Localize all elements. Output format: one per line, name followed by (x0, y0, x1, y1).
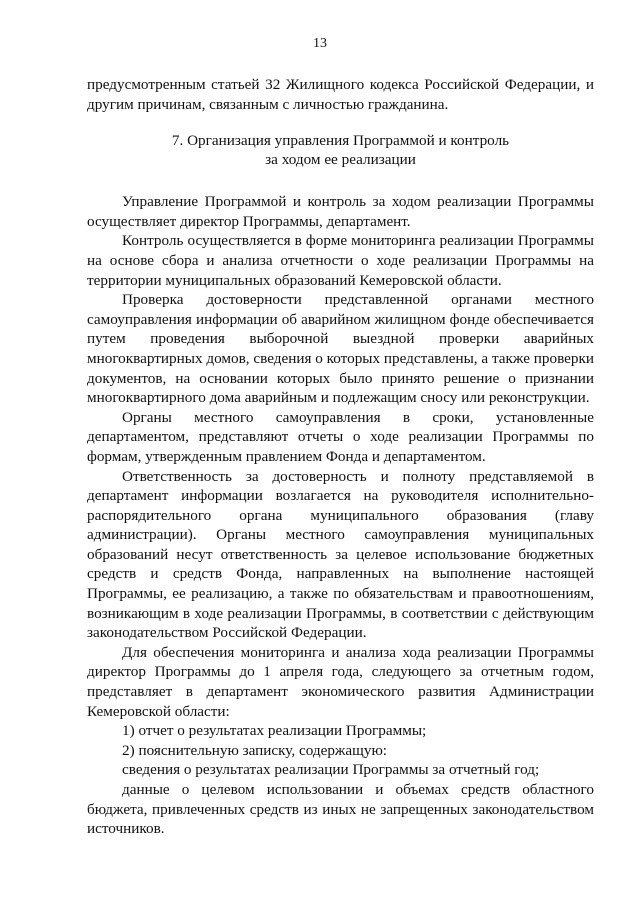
section-heading (87, 131, 594, 169)
page-number: 13 (313, 36, 327, 51)
list-item-report: 1) отчет о результатах реализации Программы; (122, 722, 427, 740)
lead-paragraph: предусмотренным статьей 32 Жилищного кодекса Российской Федерации, и другим причинам, связанным с личностью гражданина. (87, 76, 594, 113)
paragraph-analysis: Для обеспечения мониторинга и анализа хода реализации Программы директор Программы до 1 апреля года, следующего за отчетным годом, представляет в департамент экономического развития Администрации Кемеровской области: (87, 643, 594, 720)
section-heading-line1: 7. Организация управления Программой и контроль (171, 132, 510, 150)
document-body (87, 75, 594, 839)
section-heading-line2: за ходом ее реализации (265, 151, 416, 169)
paragraph-responsibility: Ответственность за достоверность и полноту представляемой в департамент информации возлагается на руководителя исполнительно-распорядительного органа муниципального образования (главу администрации). Органы местного самоуправления муниципальных образований несут ответственность за целевое использование бюджетных средств и средств Фонда, направленных на выполнение настоящей Программы, ее реализацию, а также по обязательствам и правоотношениям, возникающим в ходе реализации Программы, в соответствии с действующим законодательством Российской Федерации. (87, 467, 594, 642)
paragraph-reports: Органы местного самоуправления в сроки, установленные департаментом, представляют отчеты о ходе реализации Программы по формам, утвержденным правлением Фонда и департаментом. (87, 408, 594, 465)
paragraph-monitoring: Контроль осуществляется в форме мониторинга реализации Программы на основе сбора и анализа отчетности о ходе реализации Программы на территории муниципальных образований Кемеровской области. (87, 232, 594, 289)
list-item-budget-data: данные о целевом использовании и объемах средств областного бюджета, привлеченных средств из иных не запрещенных законодательством источников. (87, 781, 594, 838)
paragraph-verification: Проверка достоверности представленной органами местного самоуправления информации об аварийном жилищном фонде обеспечивается путем проведения выборочной выездной проверки аварийных многоквартирных домов, сведения о которых представлены, а также проверки документов, на основании которых было принято решение о признании многоквартирного дома аварийным и подлежащим сносу или реконструкции. (87, 291, 594, 407)
paragraph-management: Управление Программой и контроль за ходом реализации Программы осуществляет директор Программы, департамент. (87, 193, 594, 230)
list-item-explanatory-note: 2) пояснительную записку, содержащую: (122, 741, 388, 759)
list-item-results: сведения о результатах реализации Программы за отчетный год; (122, 761, 540, 779)
